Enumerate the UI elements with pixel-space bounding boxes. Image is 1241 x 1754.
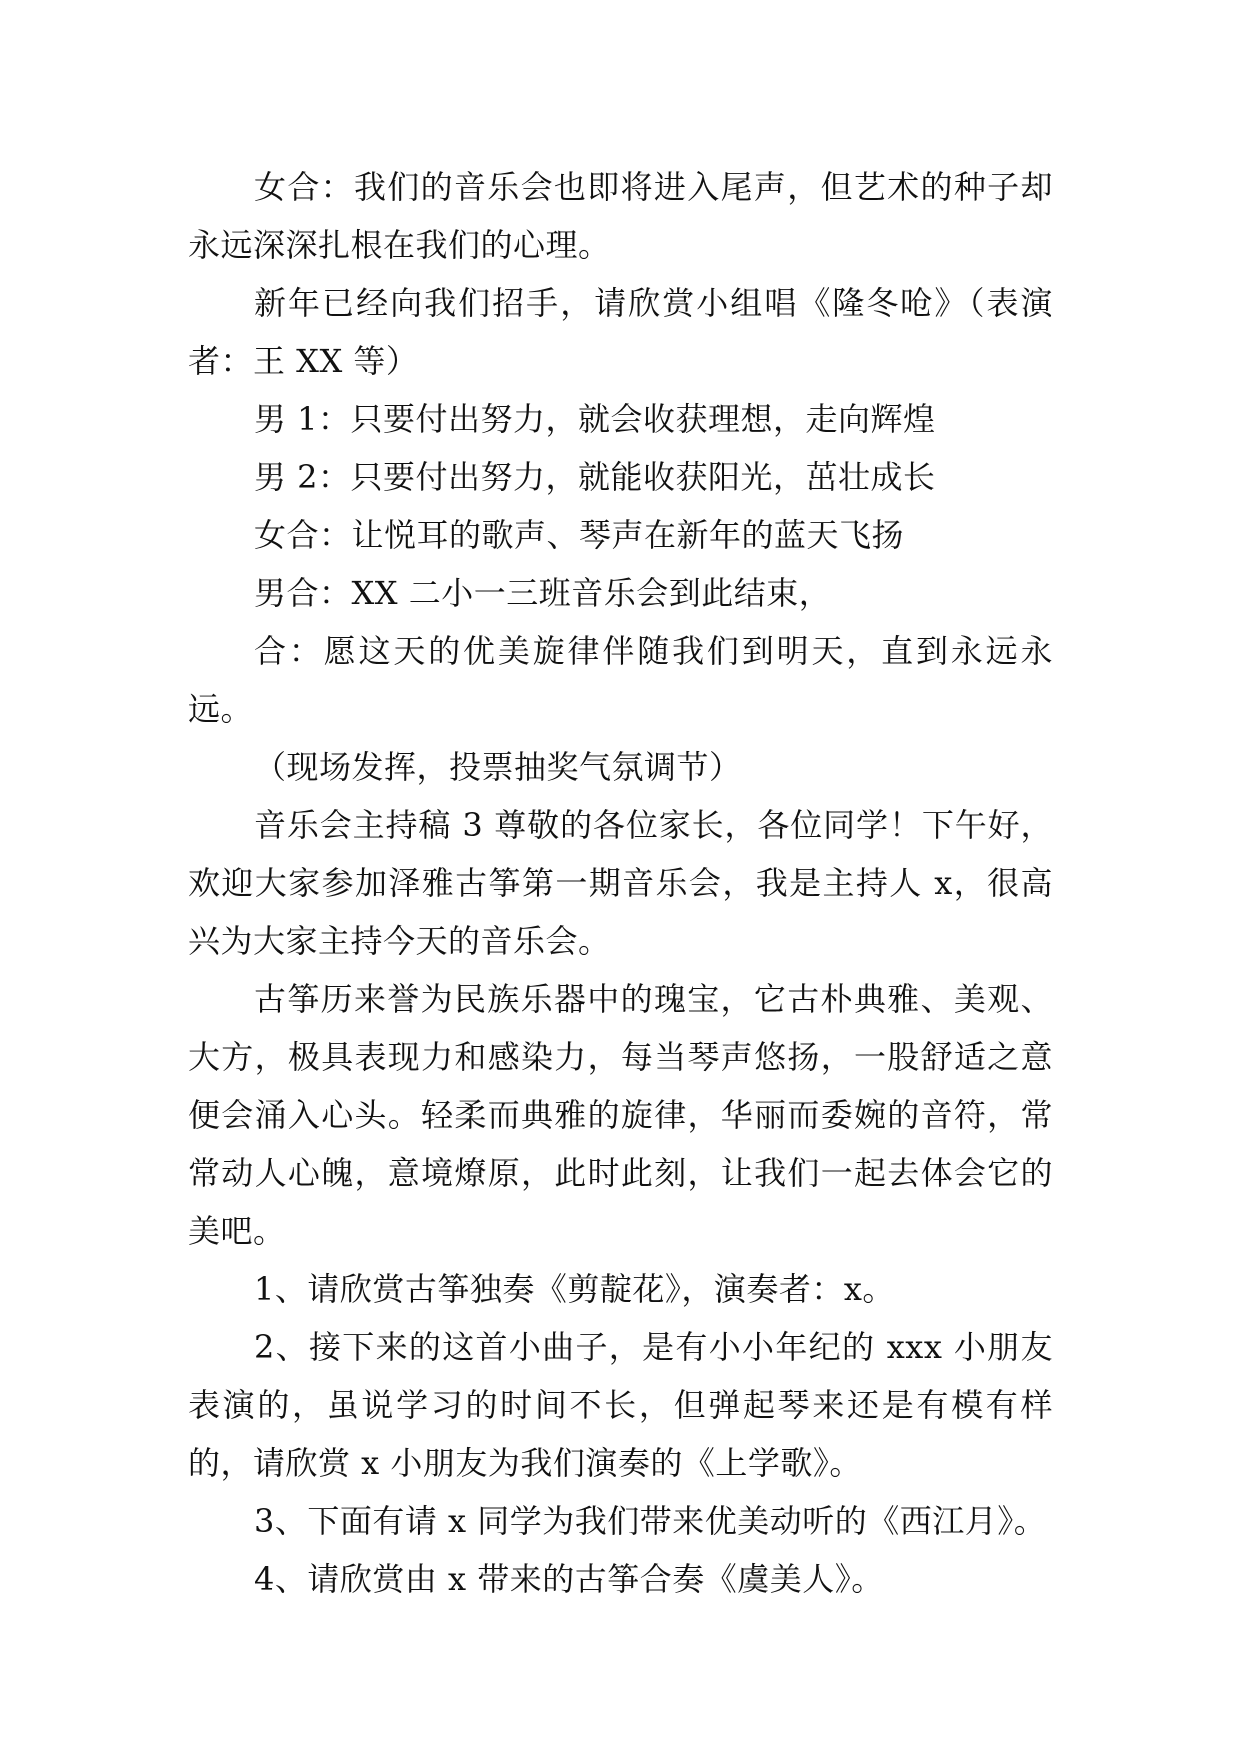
document-body: [188, 158, 1053, 1608]
paragraph-stage-note: （现场发挥，投票抽奖气氛调节）: [254, 748, 742, 786]
paragraph-item-1: 1、请欣赏古筝独奏《剪靛花》，演奏者：x。: [254, 1270, 895, 1308]
paragraph-closing-female: 女合：我们的音乐会也即将进入尾声，但艺术的种子却永远深深扎根在我们的心理。: [188, 168, 1053, 264]
paragraph-script-3-intro: 音乐会主持稿 3 尊敬的各位家长，各位同学！下午好，欢迎大家参加泽雅古筝第一期音乐会，我是主持人 x，很高兴为大家主持今天的音乐会。: [188, 806, 1053, 960]
paragraph-item-3: 3、下面有请 x 同学为我们带来优美动听的《西江月》。: [254, 1502, 1047, 1540]
paragraph-item-4: 4、请欣赏由 x 带来的古筝合奏《虞美人》。: [254, 1560, 884, 1598]
paragraph-guzheng-intro: 古筝历来誉为民族乐器中的瑰宝，它古朴典雅、美观、大方，极具表现力和感染力，每当琴声悠扬，一股舒适之意便会涌入心头。轻柔而典雅的旋律，华丽而委婉的音符，常常动人心魄，意境燎原，此时此刻，让我们一起去体会它的美吧。: [188, 980, 1053, 1250]
paragraph-female-chorus: 女合：让悦耳的歌声、琴声在新年的蓝天飞扬: [254, 516, 905, 554]
paragraph-male-2: 男 2：只要付出努力，就能收获阳光，茁壮成长: [254, 458, 936, 496]
paragraph-all-chorus: 合：愿这天的优美旋律伴随我们到明天，直到永远永远。: [188, 632, 1053, 728]
paragraph-item-2: 2、接下来的这首小曲子，是有小小年纪的 xxx 小朋友表演的，虽说学习的时间不长，但弹起琴来还是有模有样的，请欣赏 x 小朋友为我们演奏的《上学歌》。: [188, 1328, 1053, 1482]
paragraph-new-year-song: 新年已经向我们招手，请欣赏小组唱《隆冬呛》（表演者：王 XX 等）: [188, 284, 1053, 380]
paragraph-male-1: 男 1：只要付出努力，就会收获理想，走向辉煌: [254, 400, 936, 438]
paragraph-male-chorus: 男合：XX 二小一三班音乐会到此结束，: [254, 574, 832, 612]
